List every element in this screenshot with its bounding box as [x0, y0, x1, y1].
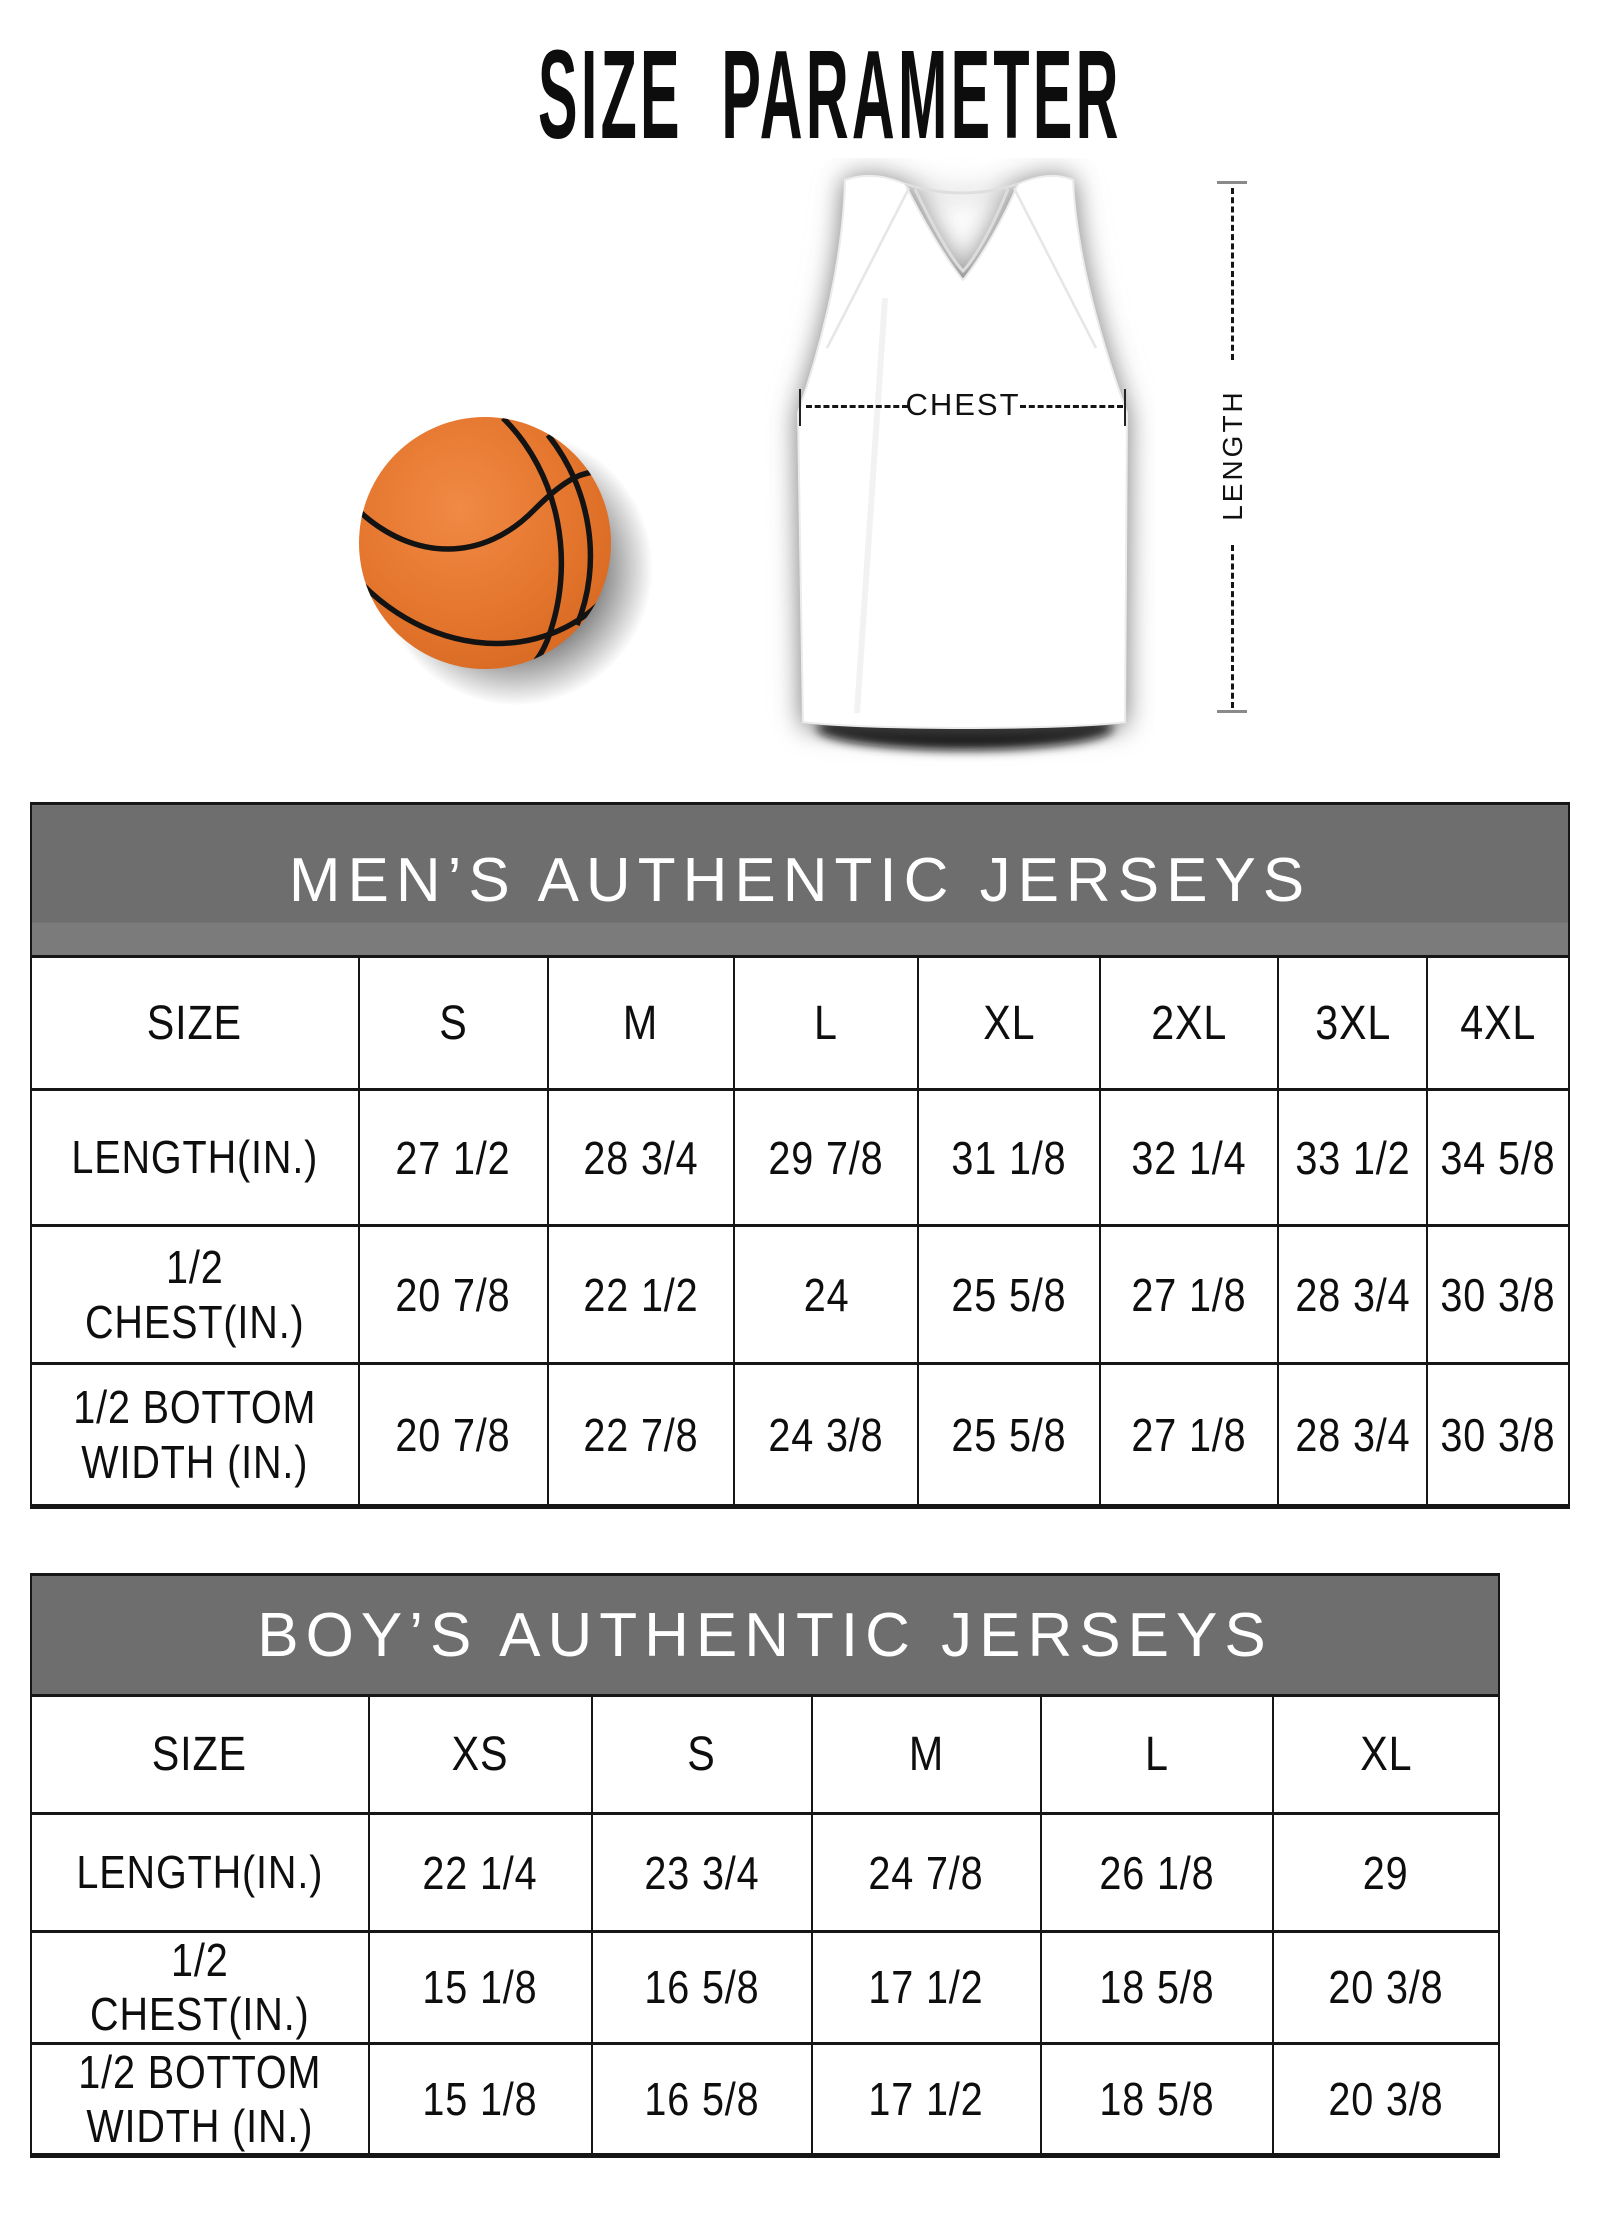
length-line-top-cap: [1217, 181, 1247, 184]
size-value-cell: [369, 1814, 592, 1932]
chest-line-left-tick: [799, 389, 801, 426]
row-label: [31, 1226, 359, 1364]
header-text: XL: [1359, 1728, 1413, 1781]
row-label: [31, 1364, 359, 1507]
header-text: SIZE: [152, 1728, 248, 1781]
size-col-header: [1100, 957, 1278, 1090]
page-title: [0, 24, 1600, 165]
cell-text: 22 7/8: [583, 1408, 699, 1461]
size-value-cell: [1427, 1090, 1569, 1226]
boys-chest-row: [31, 1932, 1499, 2044]
cell-text: 24 3/8: [768, 1408, 884, 1461]
size-value-cell: [548, 1364, 734, 1507]
size-value-cell: [734, 1090, 919, 1226]
size-col-header: [734, 957, 919, 1090]
cell-text: 17 1/2: [868, 2072, 985, 2125]
cell-text: 15 1/8: [422, 1961, 538, 2014]
cell-text: 27 1/8: [1131, 1408, 1247, 1461]
mens-length-row: [31, 1090, 1569, 1226]
jersey-body: [798, 176, 1127, 728]
row-label-text: LENGTH(IN.): [76, 1846, 324, 1899]
size-value-cell: [812, 1814, 1041, 1932]
size-col-header: [1427, 957, 1569, 1090]
row-label: [31, 1814, 369, 1932]
size-value-cell: [359, 1226, 548, 1364]
jersey-image: [765, 158, 1155, 770]
chest-line-dash-left: [806, 405, 908, 408]
mens-jerseys-table: [30, 802, 1570, 1509]
size-col-header: [359, 957, 548, 1090]
size-value-cell: [592, 1814, 812, 1932]
size-value-cell: [1273, 1932, 1499, 2044]
boys-bottom-width-row: [31, 2043, 1499, 2156]
size-value-cell: [359, 1090, 548, 1226]
size-value-cell: [369, 1932, 592, 2044]
cell-text: 18 5/8: [1099, 1961, 1215, 2014]
size-value-cell: [734, 1226, 919, 1364]
size-value-cell: [359, 1364, 548, 1507]
header-text: M: [623, 996, 659, 1050]
size-value-cell: [369, 2043, 592, 2156]
header-text: 3XL: [1314, 996, 1391, 1050]
length-line-dash-top: [1231, 188, 1234, 360]
cell-text: 18 5/8: [1099, 2072, 1215, 2125]
length-label: LENGTH: [1217, 389, 1248, 521]
size-value-cell: [812, 2043, 1041, 2156]
length-line-bottom-cap: [1217, 710, 1247, 713]
page-title-text: SIZE PARAMETER: [538, 24, 1122, 165]
size-value-cell: [1278, 1226, 1427, 1364]
header-text: XS: [451, 1728, 509, 1781]
size-value-cell: [1100, 1226, 1278, 1364]
header-text: 2XL: [1151, 996, 1228, 1050]
boys-table-title: BOY’S AUTHENTIC JERSEYS: [31, 1575, 1499, 1696]
row-label-text: 1/2 CHEST(IN.): [84, 1241, 305, 1348]
cell-text: 28 3/4: [583, 1131, 699, 1184]
mens-bottom-width-row: [31, 1364, 1569, 1507]
size-value-cell: [1273, 1814, 1499, 1932]
cell-text: 29 7/8: [768, 1131, 884, 1184]
row-label: [31, 1090, 359, 1226]
size-value-cell: [734, 1364, 919, 1507]
size-col-header: [1041, 1696, 1273, 1814]
size-col-header: [369, 1696, 592, 1814]
mens-size-header-row: [31, 957, 1569, 1090]
cell-text: 16 5/8: [644, 1961, 760, 2014]
cell-text: 24 7/8: [868, 1846, 985, 1899]
mens-chest-row: [31, 1226, 1569, 1364]
cell-text: 30 3/8: [1440, 1408, 1556, 1461]
row-label-text: 1/2 BOTTOM WIDTH (IN.): [73, 1381, 317, 1488]
size-col-header: [918, 957, 1099, 1090]
mens-table-title: MEN’S AUTHENTIC JERSEYS: [31, 804, 1569, 957]
size-value-cell: [1100, 1364, 1278, 1507]
cell-text: 27 1/8: [1131, 1268, 1247, 1321]
cell-text: 25 5/8: [951, 1408, 1067, 1461]
header-text: L: [1144, 1728, 1169, 1781]
cell-text: 27 1/2: [395, 1131, 511, 1184]
size-value-cell: [918, 1364, 1099, 1507]
length-line-dash-bottom: [1231, 545, 1234, 708]
boys-table-title-row: [31, 1575, 1499, 1696]
size-value-cell: [548, 1226, 734, 1364]
cell-text: 15 1/8: [422, 2072, 538, 2125]
chest-line-right-tick: [1124, 389, 1126, 426]
size-value-cell: [1278, 1364, 1427, 1507]
size-col-header: [1273, 1696, 1499, 1814]
cell-text: 17 1/2: [868, 1961, 985, 2014]
size-value-cell: [1041, 1814, 1273, 1932]
cell-text: 29: [1363, 1846, 1409, 1899]
size-value-cell: [1041, 2043, 1273, 2156]
boys-size-header-row: [31, 1696, 1499, 1814]
size-value-cell: [1427, 1364, 1569, 1507]
boys-length-row: [31, 1814, 1499, 1932]
size-value-cell: [1041, 1932, 1273, 2044]
size-value-cell: [1100, 1090, 1278, 1226]
cell-text: 31 1/8: [951, 1131, 1067, 1184]
size-value-cell: [1427, 1226, 1569, 1364]
cell-text: 33 1/2: [1295, 1131, 1411, 1184]
mens-table-title-row: [31, 804, 1569, 957]
cell-text: 22 1/2: [583, 1268, 699, 1321]
cell-text: 24: [803, 1268, 849, 1321]
row-label: [31, 2043, 369, 2156]
cell-text: 20 3/8: [1328, 1961, 1444, 2014]
size-col-header: [31, 957, 359, 1090]
cell-text: 28 3/4: [1295, 1268, 1411, 1321]
cell-text: 25 5/8: [951, 1268, 1067, 1321]
header-text: XL: [983, 996, 1036, 1050]
size-value-cell: [1278, 1090, 1427, 1226]
jersey-collar-back: [905, 184, 1018, 193]
basketball-image: [355, 413, 615, 673]
size-value-cell: [812, 1932, 1041, 2044]
size-value-cell: [1273, 2043, 1499, 2156]
header-text: L: [814, 996, 839, 1050]
cell-text: 26 1/8: [1099, 1846, 1215, 1899]
size-col-header: [592, 1696, 812, 1814]
cell-text: 16 5/8: [644, 2072, 760, 2125]
header-text: SIZE: [147, 996, 243, 1050]
chest-label: CHEST: [905, 386, 1021, 422]
size-col-header: [31, 1696, 369, 1814]
cell-text: 20 7/8: [395, 1408, 511, 1461]
cell-text: 22 1/4: [422, 1846, 538, 1899]
size-value-cell: [592, 1932, 812, 2044]
header-text: S: [687, 1728, 717, 1781]
size-value-cell: [918, 1226, 1099, 1364]
cell-text: 28 3/4: [1295, 1408, 1411, 1461]
cell-text: 30 3/8: [1440, 1268, 1556, 1321]
chest-line-dash-right: [1020, 405, 1123, 408]
row-label-text: 1/2 BOTTOM WIDTH (IN.): [78, 2045, 322, 2152]
header-text: 4XL: [1460, 996, 1537, 1050]
size-col-header: [812, 1696, 1041, 1814]
row-label-text: 1/2 CHEST(IN.): [90, 1934, 310, 2041]
cell-text: 20 7/8: [395, 1268, 511, 1321]
size-value-cell: [592, 2043, 812, 2156]
size-col-header: [1278, 957, 1427, 1090]
cell-text: 20 3/8: [1328, 2072, 1444, 2125]
size-value-cell: [548, 1090, 734, 1226]
size-col-header: [548, 957, 734, 1090]
row-label: [31, 1932, 369, 2044]
header-text: S: [438, 996, 468, 1050]
cell-text: 34 5/8: [1440, 1131, 1556, 1184]
cell-text: 32 1/4: [1131, 1131, 1247, 1184]
row-label-text: LENGTH(IN.): [71, 1131, 319, 1184]
cell-text: 23 3/4: [644, 1846, 760, 1899]
boys-jerseys-table: [30, 1573, 1500, 2158]
header-text: M: [908, 1728, 945, 1781]
size-value-cell: [918, 1090, 1099, 1226]
